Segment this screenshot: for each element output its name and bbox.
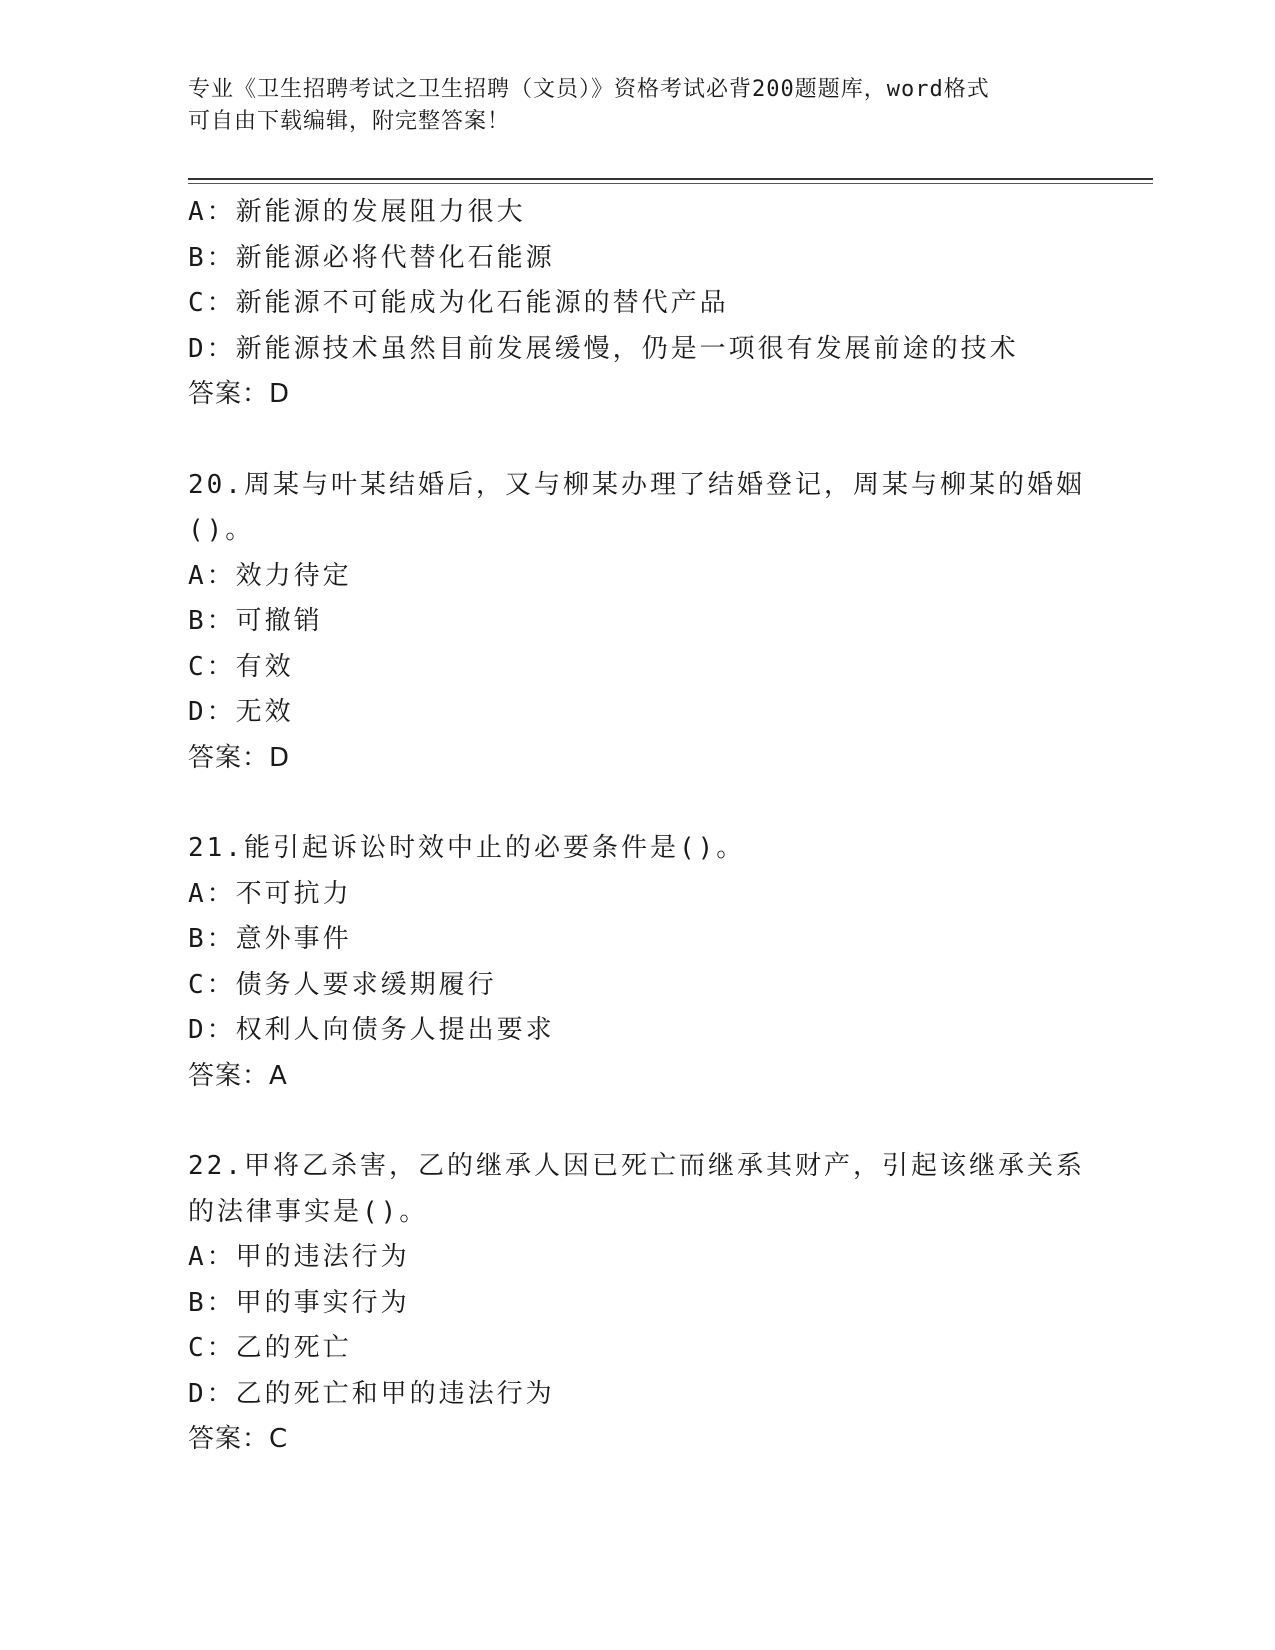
spacer (188, 418, 1088, 463)
option-c: C：有效 (188, 651, 294, 682)
question-text-line-1: 20.周某与叶某结婚后，又与柳某办理了结婚登记，周某与柳某的婚姻 (188, 469, 1085, 500)
question-text-line-2: ()。 (188, 515, 255, 545)
answer: 答案：C (188, 1424, 289, 1454)
option-a: A：甲的违法行为 (188, 1242, 410, 1272)
option-d: D：乙的死亡和甲的违法行为 (188, 1378, 555, 1409)
spacer (188, 781, 1088, 826)
question-22-block (188, 1144, 1088, 1463)
header-line-1: 专业《卫生招聘考试之卫生招聘（文员）》资格考试必背200题题库，word格式 (188, 77, 990, 102)
option-b: B：新能源必将代替化石能源 (188, 242, 555, 273)
question-text-line-1: 21.能引起诉讼时效中止的必要条件是()。 (188, 833, 746, 863)
option-a: A：不可抗力 (188, 878, 352, 909)
document-header (188, 74, 1088, 138)
option-d: D：新能源技术虽然目前发展缓慢，仍是一项很有发展前途的技术 (188, 333, 1019, 364)
option-d: D：权利人向债务人提出要求 (188, 1015, 555, 1045)
header-line-2: 可自由下载编辑，附完整答案！ (188, 109, 511, 134)
question-text-line-2: 的法律事实是()。 (188, 1196, 429, 1227)
option-b: B：甲的事实行为 (188, 1287, 410, 1318)
option-c: C：新能源不可能成为化石能源的替代产品 (188, 288, 729, 318)
spacer (188, 1099, 1088, 1144)
question-19-block (188, 190, 1088, 418)
option-a: A：效力待定 (188, 560, 352, 591)
option-d: D：无效 (188, 697, 294, 727)
header-divider-thin (188, 183, 1153, 184)
answer: 答案：D (188, 379, 291, 409)
question-list (188, 190, 1088, 1463)
header-divider-thick (188, 178, 1153, 180)
question-20-block (188, 463, 1088, 782)
option-a: A：新能源的发展阻力很大 (188, 197, 526, 227)
option-c: C：乙的死亡 (188, 1333, 352, 1363)
option-c: C：债务人要求缓期履行 (188, 969, 497, 1000)
answer: 答案：A (188, 1060, 288, 1091)
option-b: B：意外事件 (188, 924, 352, 954)
answer: 答案：D (188, 742, 291, 773)
option-b: B：可撤销 (188, 606, 323, 636)
question-21-block (188, 826, 1088, 1099)
question-text-line-1: 22.甲将乙杀害，乙的继承人因已死亡而继承其财产，引起该继承关系 (188, 1151, 1085, 1181)
